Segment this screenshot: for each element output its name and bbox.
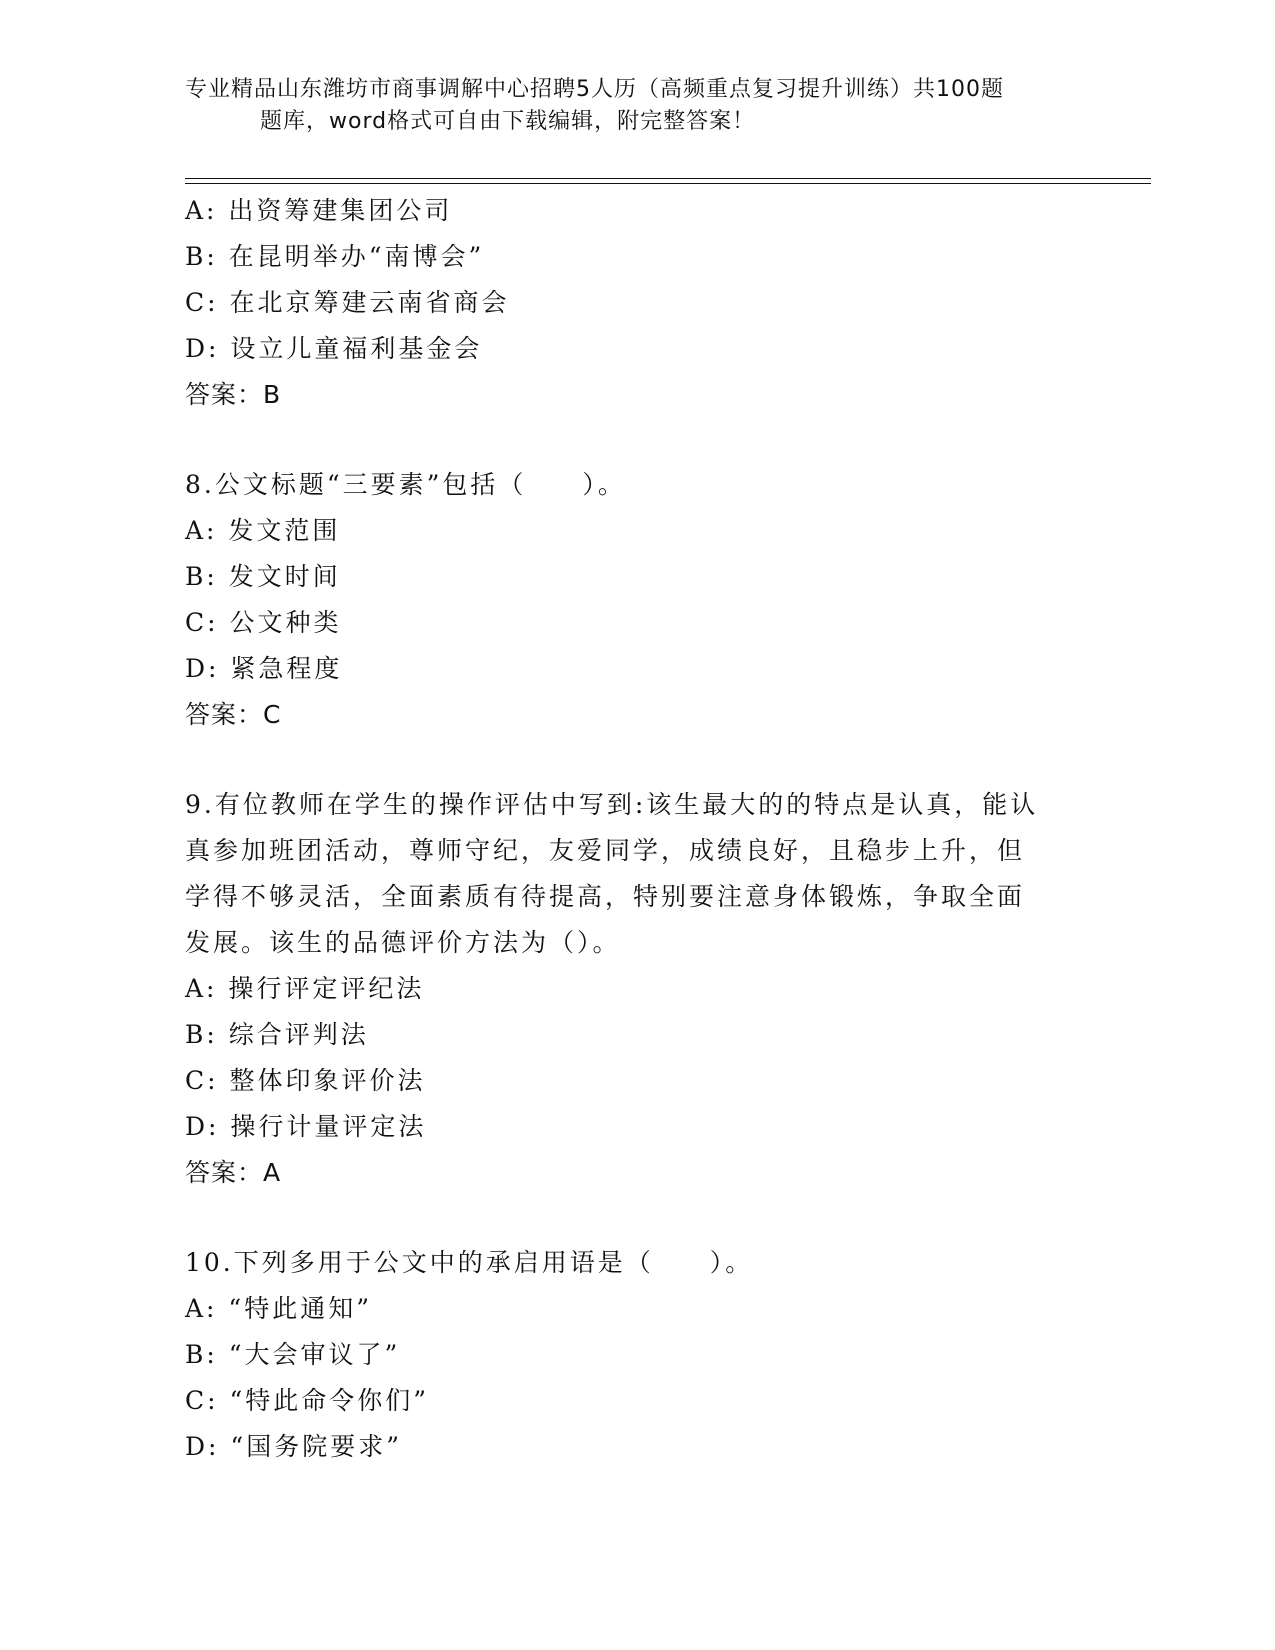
header-title-line-2: 题库，word格式可自由下载编辑，附完整答案！ [260, 109, 756, 134]
answer-line: 答案：B [185, 380, 282, 409]
question-stem-line: 真参加班团活动，尊师守纪，友爱同学，成绩良好，且稳步上升，但 [185, 836, 1026, 865]
question-stem-line: 9.有位教师在学生的操作评估中写到:该生最大的的特点是认真，能认 [185, 790, 1039, 819]
option-c: C: “特此命令你们” [185, 1386, 430, 1415]
option-c: C: 在北京筹建云南省商会 [185, 288, 510, 317]
question-stem-line: 发展。该生的品德评价方法为（）。 [185, 928, 621, 957]
option-d: D: “国务院要求” [185, 1432, 402, 1461]
question-7 [185, 188, 1085, 418]
document-header [185, 74, 1085, 138]
header-rule-bottom [185, 183, 1151, 184]
option-c: C: 公文种类 [185, 608, 342, 637]
option-a: A: 发文范围 [185, 516, 341, 545]
question-stem: 10.下列多用于公文中的承启用语是（ ）。 [185, 1248, 754, 1277]
question-stem-line: 学得不够灵活，全面素质有待提高，特别要注意身体锻炼，争取全面 [185, 882, 1026, 911]
answer-line: 答案：A [185, 1158, 282, 1187]
option-b: B: 综合评判法 [185, 1020, 369, 1049]
option-c: C: 整体印象评价法 [185, 1066, 426, 1095]
answer-line: 答案：C [185, 700, 282, 729]
header-title-line-1: 专业精品山东潍坊市商事调解中心招聘5人历（高频重点复习提升训练）共100题 [185, 77, 1004, 102]
option-a: A: 操行评定评纪法 [185, 974, 425, 1003]
option-a: A: 出资筹建集团公司 [185, 196, 453, 225]
question-8 [185, 462, 1085, 738]
option-d: D: 紧急程度 [185, 654, 343, 683]
option-b: B: 在昆明举办“南博会” [185, 242, 485, 271]
option-b: B: 发文时间 [185, 562, 341, 591]
header-rule-top [185, 178, 1151, 179]
option-d: D: 操行计量评定法 [185, 1112, 427, 1141]
question-stem: 8.公文标题“三要素”包括（ ）。 [185, 470, 626, 499]
question-content [185, 188, 1085, 1470]
question-9 [185, 782, 1085, 1196]
question-10 [185, 1240, 1085, 1470]
option-d: D: 设立儿童福利基金会 [185, 334, 483, 363]
option-b: B: “大会审议了” [185, 1340, 401, 1369]
option-a: A: “特此通知” [185, 1294, 372, 1323]
